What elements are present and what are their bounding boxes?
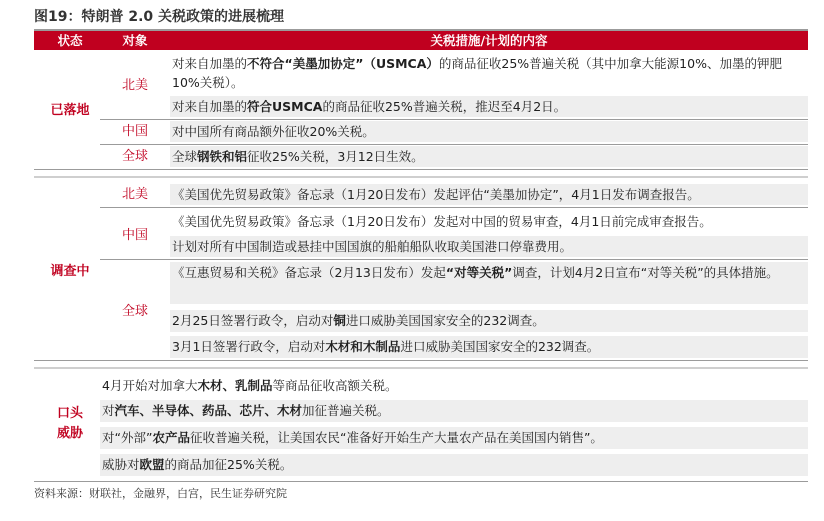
row-text bbox=[172, 124, 375, 139]
body-text: 《美国优先贸易政策》备忘录（1月20日发布）发起对中国的贸易审查，4月1日前完成审查报告。 bbox=[172, 214, 712, 229]
emphasis-text: 铜 bbox=[333, 313, 346, 328]
group-separator bbox=[34, 367, 808, 369]
table-row bbox=[170, 184, 808, 205]
table-row bbox=[100, 400, 808, 422]
group-separator bbox=[34, 176, 808, 178]
table-row bbox=[170, 53, 808, 93]
object-global: 全球 bbox=[121, 149, 148, 164]
body-text: 全球 bbox=[172, 149, 198, 164]
table-row bbox=[170, 336, 808, 358]
body-text: 对中国所有商品额外征收20%关税。 bbox=[172, 124, 375, 139]
row-text bbox=[172, 187, 700, 202]
row-divider bbox=[100, 144, 808, 145]
row-text bbox=[172, 149, 424, 164]
table-row bbox=[170, 96, 808, 117]
body-text: 调查，计划4月2日宣布“对等关税”的具体措施。 bbox=[512, 265, 779, 280]
emphasis-text: 汽车、半导体、药品、芯片、木材 bbox=[114, 403, 303, 418]
row-divider bbox=[100, 207, 808, 208]
body-text: 加征普遍关税。 bbox=[302, 403, 390, 418]
body-text: 对来自加墨的 bbox=[172, 56, 248, 71]
body-text: 进口威胁美国国家安全的232调查。 bbox=[400, 339, 600, 354]
row-text bbox=[172, 313, 545, 328]
row-text bbox=[172, 56, 782, 90]
body-text: 征收25%关税，3月12日生效。 bbox=[247, 149, 424, 164]
table-row bbox=[100, 375, 808, 396]
emphasis-text: 不符合“美墨加协定”（USMCA） bbox=[247, 56, 439, 71]
status-investigating: 调查中 bbox=[50, 264, 90, 279]
emphasis-text: 农产品 bbox=[152, 430, 190, 445]
table-row bbox=[170, 310, 808, 332]
emphasis-text: 木材、乳制品 bbox=[197, 378, 273, 393]
body-text: 《美国优先贸易政策》备忘录（1月20日发布）发起评估“美墨加协定”，4月1日发布调查报告。 bbox=[172, 187, 700, 202]
body-text: 对 bbox=[102, 403, 115, 418]
body-text: 的商品加征25%关税。 bbox=[164, 457, 293, 472]
header-measures: 关税措施/计划的内容 bbox=[430, 33, 548, 48]
row-text bbox=[102, 430, 603, 445]
table-row bbox=[170, 211, 808, 232]
object-global: 全球 bbox=[121, 304, 148, 319]
row-text bbox=[172, 239, 572, 254]
table-row bbox=[170, 236, 808, 257]
table-row bbox=[170, 262, 808, 304]
body-text: 2月25日签署行政令，启动对 bbox=[172, 313, 334, 328]
row-text bbox=[172, 99, 566, 114]
row-divider bbox=[34, 360, 808, 361]
body-text: 《互惠贸易和关税》备忘录（2月13日发布）发起 bbox=[172, 265, 446, 280]
header-status: 状态 bbox=[57, 33, 83, 48]
object-china: 中国 bbox=[121, 124, 148, 139]
row-divider bbox=[100, 259, 808, 260]
object-north-america: 北美 bbox=[121, 187, 148, 202]
object-north-america: 北美 bbox=[121, 78, 148, 93]
body-text: 进口威胁美国国家安全的232调查。 bbox=[345, 313, 545, 328]
row-text bbox=[172, 265, 779, 280]
body-text: 对来自加墨的 bbox=[172, 99, 248, 114]
row-text bbox=[172, 339, 599, 354]
figure-title: 图19：特朗普 2.0 关税政策的进展梳理 bbox=[34, 9, 285, 25]
table-row bbox=[170, 121, 808, 142]
status-landed: 已落地 bbox=[50, 103, 90, 118]
body-text: 的商品征收25%普遍关税（其中加拿大能源10%、加墨的钾肥10%关税）。 bbox=[172, 56, 782, 90]
emphasis-text: “对等关税” bbox=[445, 265, 513, 280]
row-divider bbox=[100, 119, 808, 120]
row-text bbox=[102, 403, 390, 418]
table-header bbox=[34, 31, 808, 50]
bottom-rule bbox=[34, 481, 808, 482]
emphasis-text: 钢铁和铝 bbox=[197, 149, 248, 164]
row-divider bbox=[34, 169, 808, 170]
body-text: 对“外部” bbox=[102, 430, 153, 445]
row-text bbox=[102, 457, 292, 472]
header-object: 对象 bbox=[122, 33, 148, 48]
body-text: 等商品征收高额关税。 bbox=[272, 378, 398, 393]
table-row bbox=[170, 146, 808, 167]
body-text: 3月1日签署行政令，启动对 bbox=[172, 339, 326, 354]
body-text: 征收普遍关税，让美国农民“准备好开始生产大量农产品在美国国内销售”。 bbox=[189, 430, 603, 445]
source-note: 资料来源：财联社，金融界，白宫，民生证券研究院 bbox=[34, 487, 287, 500]
body-text: 威胁对 bbox=[102, 457, 140, 472]
row-text bbox=[172, 214, 712, 229]
emphasis-text: 木材和木制品 bbox=[325, 339, 401, 354]
body-text: 的商品征收25%普遍关税，推迟至4月2日。 bbox=[322, 99, 567, 114]
table-row bbox=[100, 427, 808, 449]
emphasis-text: 欧盟 bbox=[139, 457, 165, 472]
body-text: 计划对所有中国制造或悬挂中国国旗的船舶船队收取美国港口停靠费用。 bbox=[172, 239, 573, 254]
object-china: 中国 bbox=[121, 228, 148, 243]
row-text bbox=[102, 378, 398, 393]
status-verbal-threat-text: 口头威胁 bbox=[56, 406, 83, 441]
emphasis-text: 符合USMCA bbox=[247, 99, 323, 114]
table-row bbox=[100, 454, 808, 476]
body-text: 4月开始对加拿大 bbox=[102, 378, 198, 393]
status-verbal-threat bbox=[34, 404, 106, 444]
